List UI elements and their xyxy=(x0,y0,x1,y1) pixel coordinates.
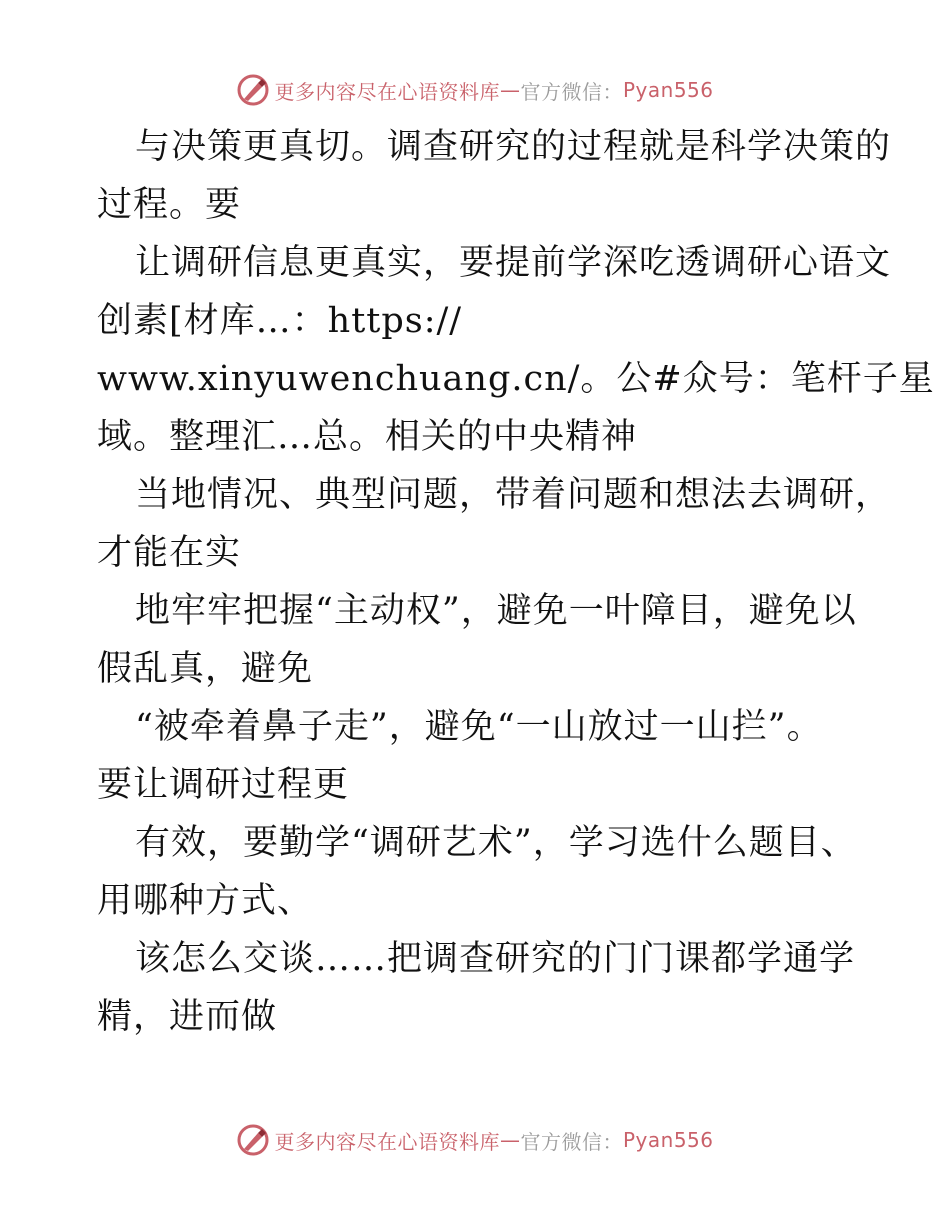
text-line: 过程。要 xyxy=(97,185,242,225)
text-line: “被牵着鼻子走”，避免“一山放过一山拦”。 xyxy=(135,707,823,747)
text-line: 让调研信息更真实，要提前学深吃透调研心语文 xyxy=(135,243,892,283)
text-line: 该怎么交谈……把调查研究的门门课都学通学 xyxy=(135,939,856,979)
watermark-dash: — xyxy=(499,78,521,102)
pen-logo-icon xyxy=(236,73,270,107)
document-body xyxy=(97,118,935,1046)
text-line: 才能在实 xyxy=(97,533,242,573)
text-line: 与决策更真切。调查研究的过程就是科学决策的 xyxy=(135,127,892,167)
text-line: 当地情况、典型问题，带着问题和想法去调研， xyxy=(135,475,892,515)
text-line: 精，进而做 xyxy=(97,997,278,1037)
text-line: 地牢牢把握“主动权”，避免一叶障目，避免以 xyxy=(135,591,857,631)
footer-watermark xyxy=(0,1120,950,1160)
text-line: 假乱真，避免 xyxy=(97,649,314,689)
watermark-main-text: 更多内容尽在心语资料库 xyxy=(274,1129,500,1154)
text-line: 有效，要勤学“调研艺术”，学习选什么题目、 xyxy=(135,823,857,863)
watermark-label: 官方微信： xyxy=(520,1129,623,1154)
pen-logo-icon xyxy=(236,1123,270,1157)
header-watermark xyxy=(0,70,950,110)
watermark-wechat-id: Pyan556 xyxy=(622,1128,714,1152)
text-line: 创素[材库…：https:// xyxy=(97,301,463,341)
text-line: 用哪种方式、 xyxy=(97,881,314,921)
text-line: 域。整理汇…总。相关的中央精神 xyxy=(97,417,638,457)
text-line: www.xinyuwenchuang.cn/。公#众号：笔杆子星 xyxy=(97,359,935,399)
watermark-main-text: 更多内容尽在心语资料库 xyxy=(274,79,500,104)
watermark-label: 官方微信： xyxy=(520,79,623,104)
text-line: 要让调研过程更 xyxy=(97,765,350,805)
watermark-dash: — xyxy=(499,1128,521,1152)
watermark-wechat-id: Pyan556 xyxy=(622,78,714,102)
